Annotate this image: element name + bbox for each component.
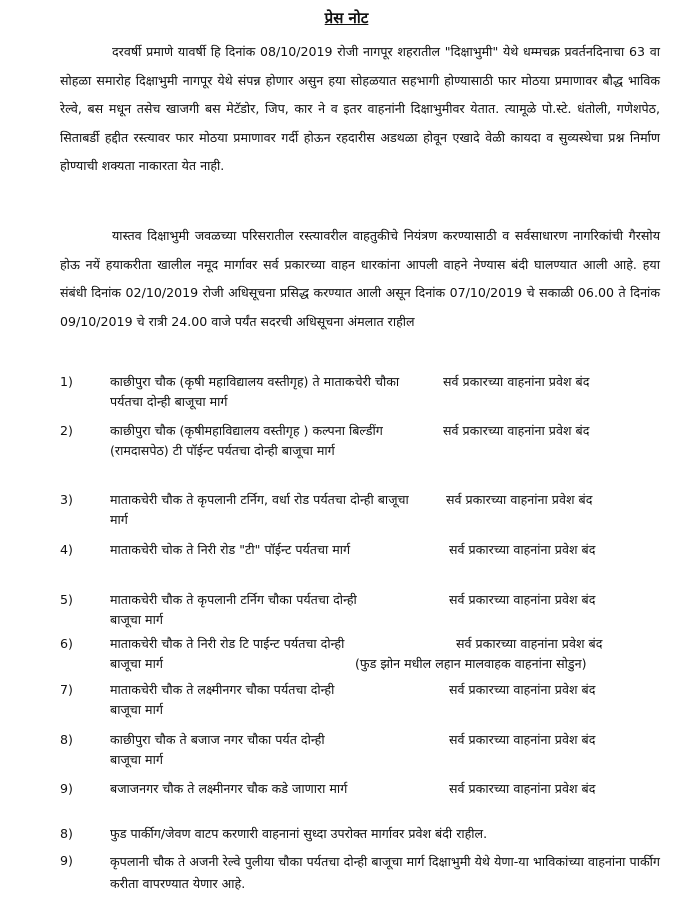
item-number: 6) <box>60 636 73 651</box>
item-number: 7) <box>60 682 73 697</box>
item-route: माताकचेरी चौक ते निरी रोड टि पाईन्ट पर्यतचा दोन्ही बाजूचा मार्ग <box>110 636 345 671</box>
item-route: काछीपुरा चौक ते बजाज नगर चौका पर्यत दोन्ही बाजूचा मार्ग <box>110 732 325 767</box>
item-number: 4) <box>60 542 73 557</box>
item-route: माताकचेरी चौक ते कृपलानी टर्निग, वर्धा रोड पर्यतचा दोन्ही बाजूचा मार्ग <box>110 492 409 527</box>
item-number: 2) <box>60 423 73 438</box>
item-number: 9) <box>60 853 73 868</box>
item-status: सर्व प्रकारच्या वाहनांना प्रवेश बंद <box>449 781 596 796</box>
item-text: कृपलानी चौक ते अजनी रेल्वे पुलीया चौका पर्यतचा दोन्ही बाजूचा मार्ग दिक्षाभुमी येथे येणा-या भाविकांच्या वाहनांना पार्कीग करीता वापरण्यात येणार आहे. <box>110 854 660 891</box>
item-status: सर्व प्रकारच्या वाहनांना प्रवेश बंद <box>449 682 596 697</box>
item-status: सर्व प्रकारच्या वाहनांना प्रवेश बंद <box>449 592 596 607</box>
item-status: सर्व प्रकारच्या वाहनांना प्रवेश बंद <box>456 636 603 651</box>
item-route: काछीपुरा चौक (कृषीमहाविद्यालय वस्तीगृह ) कल्पना बिल्डींग (रामदासपेठ) टी पॉईन्ट पर्यतचा दोन्ही बाजूचा मार्ग <box>110 423 383 458</box>
restriction-paragraph <box>60 222 660 336</box>
item-route: काछीपुरा चौक (कृषी महाविद्यालय वस्तीगृह) ते माताकचेरी चौका पर्यतचा दोन्ही बाजूचा मार्ग <box>110 374 400 409</box>
item-route: माताकचेरी चोक ते निरी रोड "टी" पॉईन्ट पर्यतचा मार्ग <box>110 542 351 557</box>
item-route: बजाजनगर चौक ते लक्ष्मीनगर चौक कडे जाणारा मार्ग <box>110 781 348 796</box>
item-number: 9) <box>60 781 73 796</box>
intro-paragraph <box>60 38 660 181</box>
title-text: प्रेस नोट <box>324 9 369 27</box>
item-text: फुड पार्कीग/जेवण वाटप करणारी वाहनानां सुध्दा उपरोक्त मार्गावर प्रवेश बंदी राहील. <box>110 826 488 841</box>
item-number: 1) <box>60 374 73 389</box>
item-number: 8) <box>60 826 73 841</box>
intro-paragraph-text: दरवर्षी प्रमाणे यावर्षी हि दिनांक 08/10/2019 रोजी नागपूर शहरातील "दिक्षाभुमी" येथे धम्मचक्र प्रवर्तनदिनाचा 63 वा सोहळा समारोह दिक्षाभुमी नागपूर येथे संपन्न होणार असुन हया सोहळयात सहभागी होण्यासाठी फार मोठया प्रमाणावर बौद्ध भाविक रेल्वे, बस मधून तसेच खाजगी बस मेटॅडोर, जिप, कार ने व इतर वाहनांनी दिक्षाभुमीवर येतात. त्यामूळे पो.स्टे. धंतोली, गणेशपेठ, सिताबर्डी हद्दीत रस्त्यावर फार मोठया प्रमाणावर गर्दी होऊन रहदारीस अडथळा होवून एखादे वेळी कायदा व सुव्यस्थेचा प्रश्न निर्माण होण्याची शक्यता नाकारता येत नाही. <box>60 44 660 173</box>
item-number: 3) <box>60 492 73 507</box>
item-number: 5) <box>60 592 73 607</box>
item-route: माताकचेरी चौक ते लक्ष्मीनगर चौका पर्यतचा दोन्ही बाजूचा मार्ग <box>110 682 335 717</box>
item-status: सर्व प्रकारच्या वाहनांना प्रवेश बंद <box>449 732 596 747</box>
item-status: सर्व प्रकारच्या वाहनांना प्रवेश बंद <box>443 423 590 438</box>
item-exception-note: (फुड झोन मधील लहान मालवाहक वाहनांना सोडुन) <box>355 656 587 671</box>
item-status: सर्व प्रकारच्या वाहनांना प्रवेश बंद <box>449 542 596 557</box>
restriction-paragraph-text: यास्तव दिक्षाभुमी जवळच्या परिसरातील रस्त्यावरील वाहतुकीचे नियंत्रण करण्यासाठी व सर्वसाधारण नागरिकांची गैरसोय होऊ नयें हयाकरीता खालील नमूद मार्गावर सर्व प्रकारच्या वाहन धारकांना आपली वाहने नेण्यास बंदी घालण्यात आली आहे. हया संबंधी दिनांक 02/10/2019 रोजी अधिसूचना प्रसिद्ध करण्यात आली असून दिनांक 07/10/2019 चे सकाळी 06.00 ते दिनांक 09/10/2019 चे रात्री 24.00 वाजे पर्यंत सदरची अधिसूचना अंमलात राहील <box>60 228 660 329</box>
item-route: माताकचेरी चौक ते कृपलानी टर्निग चौका पर्यतचा दोन्ही बाजूचा मार्ग <box>110 592 357 627</box>
item-status: सर्व प्रकारच्या वाहनांना प्रवेश बंद <box>446 492 593 507</box>
page-title <box>0 8 693 28</box>
item-number: 8) <box>60 732 73 747</box>
item-status: सर्व प्रकारच्या वाहनांना प्रवेश बंद <box>443 374 590 389</box>
